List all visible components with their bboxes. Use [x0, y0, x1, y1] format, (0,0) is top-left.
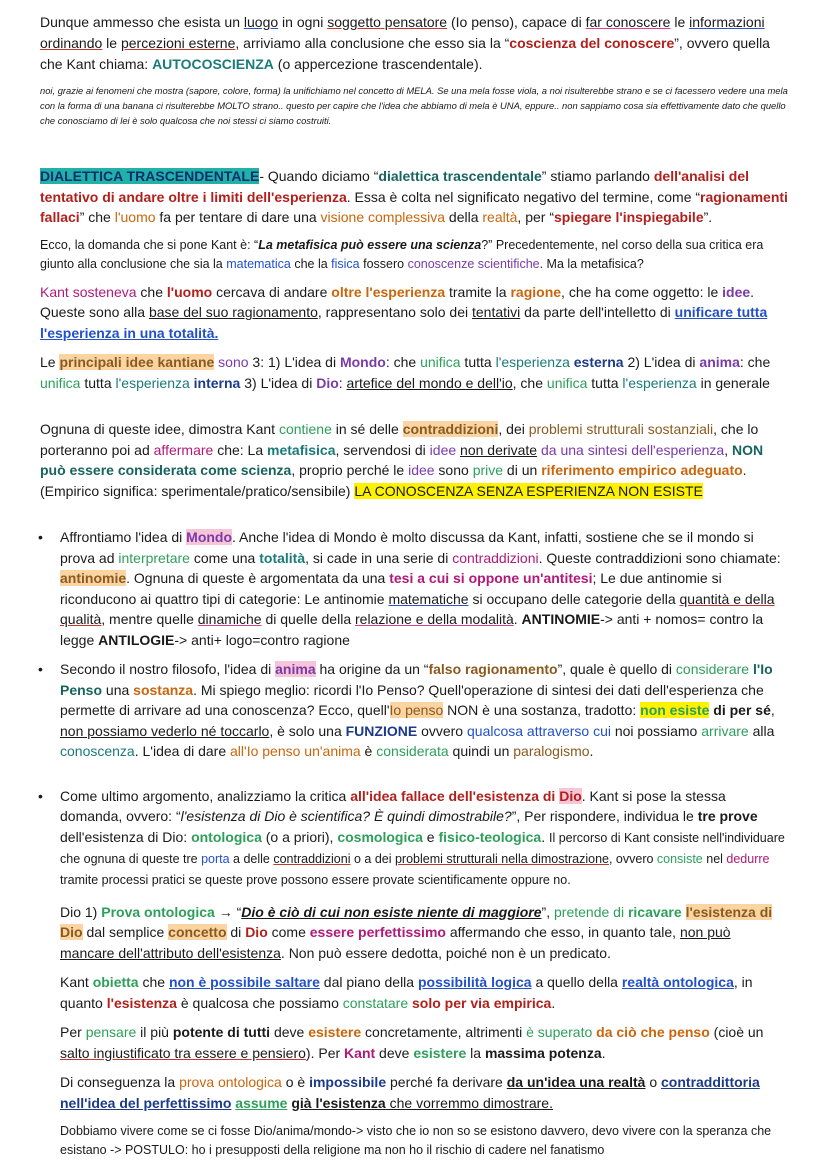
text: , dei	[498, 421, 529, 437]
text: o a dei	[350, 851, 395, 866]
text: in sé delle	[331, 421, 403, 437]
text: anima	[699, 354, 740, 370]
text: si occupano delle categorie della	[468, 590, 680, 607]
text: l'esistenza di Dio è scientifica? È quindi dimostrabile?	[180, 808, 512, 824]
text: nel	[702, 851, 727, 866]
text: fossero	[359, 256, 408, 271]
text: affermando che esso, in quanto tale,	[445, 924, 680, 940]
text: : che	[739, 354, 771, 370]
text: assume	[235, 1094, 288, 1111]
text: l'esistenza di Dio	[60, 903, 773, 940]
text: tentativi	[471, 304, 521, 320]
text: Io penso	[389, 702, 444, 718]
text: considerata	[376, 743, 449, 759]
text: antinomie	[60, 570, 127, 586]
text: , che lo porteranno poi ad	[40, 421, 759, 458]
text: interpretare	[118, 549, 190, 566]
text: ” che	[79, 209, 115, 225]
idee-paragraph	[40, 352, 788, 393]
text: salto ingiustificato tra essere e pensiero	[60, 1044, 306, 1061]
text: .	[601, 1044, 606, 1061]
text: all'idea fallace dell'esistenza di	[350, 787, 560, 804]
text: essere perfettissimo	[309, 924, 446, 940]
text: , che	[512, 374, 547, 391]
text: pretende di	[554, 903, 625, 920]
text: da parte dell'intelletto di	[520, 304, 675, 320]
text: , in quanto	[60, 974, 753, 1011]
text: che la	[290, 256, 332, 271]
text: la	[466, 1044, 485, 1061]
domanda-paragraph	[40, 236, 788, 274]
text: unificare tutta l'esperienza in una totalità.	[40, 304, 768, 341]
text: tutta	[460, 354, 496, 370]
text: prive	[472, 462, 504, 478]
text: cosmologica	[337, 828, 423, 845]
text: dal piano della	[319, 974, 418, 990]
text: Dio	[316, 374, 339, 391]
text: Ognuna di queste idee, dimostra Kant	[40, 421, 279, 437]
text: . Anche l'idea di Mondo è molto discussa da Kant, infatti, sostiene che se il mondo si prova ad	[60, 529, 754, 566]
text: contraddizioni	[402, 421, 499, 437]
text: cercava di andare	[212, 283, 332, 300]
text: coscienza del conoscere	[509, 35, 675, 51]
text: . Ma la metafisica?	[539, 256, 644, 271]
text: concretamente, altrimenti	[361, 1024, 527, 1040]
text: NON è una sostanza, tradotto:	[443, 702, 641, 718]
text: Dio	[559, 787, 582, 804]
text: ontologica	[191, 828, 262, 845]
text: o è	[281, 1074, 310, 1090]
text: Le	[40, 354, 60, 370]
text: 3: 1) L'idea di	[248, 354, 340, 370]
text: base del suo ragionamento	[148, 304, 318, 320]
text: contiene	[278, 421, 332, 437]
text: . Non può essere dedotta, poiché non è un predicato.	[280, 944, 611, 961]
text: . Kant si pose la stessa domanda, ovvero: “	[60, 787, 726, 824]
text: l'esperienza	[622, 374, 697, 391]
text: ,	[770, 702, 775, 718]
text: una	[102, 681, 134, 698]
text: -> anti+ logo=contro ragione	[174, 631, 350, 648]
text: esistere	[308, 1024, 362, 1040]
obietta-paragraph	[40, 972, 788, 1013]
text: relazione e della modalità	[355, 611, 514, 627]
dialettica-paragraph	[40, 166, 788, 228]
text: NON può essere considerata come scienza	[40, 441, 764, 478]
text: dialettica trascendentale	[378, 168, 542, 184]
text: Mondo	[186, 529, 233, 545]
text: problemi strutturali sostanziali	[528, 421, 714, 437]
text: solo per via empirica	[412, 994, 552, 1011]
text: spiegare l'inspiegabile	[554, 209, 704, 225]
text: Mondo	[339, 354, 386, 370]
text: da una sintesi dell'esperienza	[537, 441, 725, 458]
text: che: La	[213, 441, 268, 458]
dobbiamo-paragraph: Dobbiamo vivere come se ci fosse Dio/anima/mondo-> visto che io non so se esistono davvero, devo vivere con la speranza che esistano -> POSTULO: ho i presupposti della religione ma non ho il rischio di cadere nel fanatismo	[60, 1124, 772, 1157]
text: tutta	[80, 374, 116, 391]
text: è qualcosa che possiamo	[176, 994, 343, 1011]
text: , si cade in una serie di	[305, 549, 453, 566]
text: Affrontiamo l'idea di	[60, 529, 187, 545]
pensare-paragraph	[40, 1022, 788, 1063]
text: .	[541, 828, 549, 845]
list-item-anima	[40, 659, 788, 762]
text: informazioni	[689, 14, 765, 30]
text: far conoscere	[585, 14, 671, 30]
text: di quelle della	[261, 611, 355, 627]
text: oltre l'esperienza	[331, 283, 446, 300]
text: alla	[748, 722, 775, 739]
ognuna-paragraph	[40, 419, 788, 501]
text	[682, 904, 686, 920]
text: paralogismo	[513, 743, 590, 759]
kant-paragraph	[40, 282, 788, 344]
text: non derivate	[460, 441, 538, 458]
text: interna	[189, 374, 241, 391]
text: e	[422, 828, 439, 845]
text: ordinando	[40, 35, 103, 51]
text: realtà ontologica	[621, 974, 734, 990]
text: consiste	[656, 851, 703, 866]
text: soggetto pensatore	[327, 14, 448, 30]
text: pensare	[85, 1024, 137, 1040]
text: l'esperienza	[115, 374, 190, 391]
text: a delle	[229, 851, 274, 866]
text: che	[136, 283, 167, 300]
text: le	[102, 35, 121, 51]
text: o	[645, 1074, 662, 1090]
text: l'uomo	[114, 209, 156, 225]
conseguenza-paragraph	[40, 1072, 788, 1113]
text: . Mi spiego meglio: ricordi l'Io Penso? Quell'operazione di sintesi dei dati dell'esperienza che permette di arrivare ad una conoscenza? Ecco, quell'	[60, 681, 764, 718]
text: idee	[722, 283, 751, 300]
text: matematiche	[388, 590, 469, 607]
text: unifica	[420, 354, 461, 370]
text: all'Io penso un'anima	[230, 743, 361, 759]
text: tramite la	[445, 283, 511, 300]
text: AUTOCOSCIENZA	[152, 56, 274, 72]
text: unifica	[546, 374, 588, 391]
text: percezioni esterne	[120, 35, 236, 51]
text: ”.	[703, 209, 713, 225]
text: noi possiamo	[610, 722, 702, 739]
text: matematica	[226, 256, 291, 271]
text: l'uomo	[166, 283, 213, 300]
text: , ovvero	[608, 851, 657, 866]
text: da ciò che penso	[596, 1024, 710, 1040]
text: La metafisica può essere una scienza	[258, 237, 482, 252]
text: conoscenze scientifiche	[407, 256, 540, 271]
text: considerare	[675, 661, 750, 677]
text: principali idee kantiane	[59, 354, 215, 370]
text: , proprio perché le	[291, 462, 409, 478]
text: il più	[136, 1024, 173, 1040]
text: Dio è ciò di cui non esiste niente di maggiore	[241, 903, 542, 920]
text: che	[385, 1094, 417, 1111]
text: ha origine da un “	[315, 661, 429, 677]
text: tutta	[587, 374, 623, 391]
text: ” stiamo parlando	[541, 168, 654, 184]
text: dinamiche	[197, 611, 262, 627]
list-item-mondo	[40, 527, 788, 650]
ideas-list	[40, 527, 788, 890]
text: . Essa è colta nel significato negativo del termine, come “	[346, 188, 701, 205]
text: prova ontologica	[179, 1074, 282, 1090]
text: artefice del mondo e dell'io	[346, 374, 513, 391]
text: . L'idea di dare	[134, 743, 231, 759]
text: dal semplice	[82, 924, 169, 940]
text: che	[138, 974, 169, 990]
text: .	[551, 994, 556, 1011]
text: affermare	[153, 441, 214, 458]
text: non è possibile saltare	[168, 974, 320, 990]
text: (o appercezione trascendentale).	[273, 56, 483, 72]
text: : che	[385, 354, 421, 370]
text: concetto	[168, 924, 227, 940]
text: possibilità logica	[417, 974, 532, 990]
text: di per sé	[709, 702, 771, 718]
text: è	[360, 743, 377, 759]
text: contraddizioni	[273, 851, 351, 866]
text: totalità	[259, 549, 306, 566]
text: quindi un	[448, 743, 514, 759]
text: problemi strutturali nella dimostrazione	[394, 851, 609, 866]
text: dell'analisi del tentativo di andare oltre i limiti dell'esperienza	[40, 168, 750, 205]
text: ?” Precedentemente, nel corso della sua critica era giunto alla conclusione che sia la	[40, 237, 764, 271]
text: , per “	[517, 209, 554, 225]
text: Come ultimo argomento, analizziamo la critica	[60, 787, 351, 804]
text: ovvero	[417, 722, 467, 739]
text: Kant	[344, 1044, 376, 1061]
conclusion-highlight: LA CONOSCENZA SENZA ESPERIENZA NON ESISTE	[354, 482, 703, 499]
text: sono	[434, 462, 473, 478]
text: , rappresentano solo dei	[317, 304, 472, 320]
text: dell'esistenza di Dio:	[60, 828, 192, 845]
text: ”, ovvero quella che Kant chiama:	[40, 35, 770, 72]
text: esistere	[413, 1044, 467, 1061]
text: , arriviamo alla conclusione che esso sia la “	[235, 35, 510, 51]
text: l'esistenza	[106, 994, 177, 1011]
text: . Queste sono alla	[40, 283, 755, 320]
text: idee	[429, 441, 457, 458]
text: come una	[189, 549, 260, 566]
text: di	[226, 924, 246, 940]
intro-paragraph	[40, 12, 788, 75]
text: non esiste	[640, 702, 710, 718]
text: conoscenza	[60, 743, 135, 759]
text: ). Per	[305, 1044, 345, 1061]
text: realtà	[482, 209, 518, 225]
text: Il percorso di Kant consiste nell'individuare che ognuna di queste tre	[60, 830, 785, 866]
text: a quello della	[531, 974, 622, 990]
text: l'esperienza	[495, 354, 570, 370]
text: tre prove	[697, 808, 758, 824]
text: Kant	[60, 974, 93, 990]
text: arrivare	[701, 722, 749, 739]
text: riferimento empirico adeguato	[541, 462, 743, 478]
text: Kant sosteneva	[40, 283, 137, 300]
text: constatare	[342, 994, 409, 1011]
text: .	[589, 743, 594, 759]
text: . Queste contraddizioni sono chiamate:	[538, 549, 781, 566]
prova-paragraph	[40, 902, 788, 964]
text: della	[445, 209, 483, 225]
text: ANTILOGIE	[98, 631, 175, 648]
text: dedurre	[726, 851, 770, 866]
text: , servendosi di	[335, 441, 430, 458]
text: luogo	[243, 14, 279, 30]
text: in ogni	[278, 14, 328, 30]
text: (cioè un	[709, 1024, 764, 1040]
text: qualcosa attraverso cui	[467, 722, 611, 739]
text: ; Le due antinomie si riconducono ai quattro tipi di categorie: Le antinomie	[60, 570, 722, 607]
text: metafisica	[267, 441, 336, 458]
text: Per	[60, 1024, 86, 1040]
text: di un	[503, 462, 542, 478]
text: anima	[275, 661, 316, 677]
text: porta	[201, 851, 230, 866]
text: Dunque ammesso che esista un	[40, 14, 244, 30]
text: tesi a cui si oppone un'antitesi	[389, 570, 593, 586]
text: falso ragionamento	[428, 661, 558, 677]
text: ”, quale è quello di	[557, 661, 676, 677]
text: .	[513, 611, 522, 627]
text: Prova ontologica	[101, 903, 215, 920]
text: unifica	[40, 374, 81, 391]
text: sostanza	[133, 681, 194, 698]
text: ragionamenti fallaci	[40, 188, 788, 225]
text: potente di tutti	[172, 1024, 271, 1040]
text: - Quando diciamo “	[259, 168, 379, 184]
text: fisica	[331, 256, 360, 271]
text: deve	[375, 1044, 414, 1061]
text: vorremmo dimostrare.	[416, 1094, 553, 1111]
text: l'Io Penso	[60, 661, 773, 698]
text: 3) L'idea di	[240, 374, 317, 391]
text: ANTINOMIE	[521, 611, 601, 627]
text: . Ognuna di queste è argomentata da una	[126, 570, 390, 586]
text: FUNZIONE	[345, 722, 418, 739]
text: esterna	[569, 354, 624, 370]
text: Secondo il nostro filosofo, l'idea di	[60, 661, 276, 677]
text: , che ha come oggetto: le	[561, 283, 723, 300]
text: Di conseguenza la	[60, 1074, 180, 1090]
text: obietta	[92, 974, 139, 990]
text: 2) L'idea di	[623, 354, 700, 370]
text: ”,	[541, 903, 554, 920]
text: in generale	[696, 374, 770, 391]
text: deve	[270, 1024, 309, 1040]
text: non può mancare dell'attributo dell'esistenza	[60, 924, 731, 961]
text: (o a priori),	[261, 828, 338, 845]
text: , è solo una	[269, 722, 346, 739]
text: già l'esistenza	[291, 1094, 386, 1111]
text: contraddittoria nell'idea del perfettissimo	[60, 1074, 760, 1111]
text: visione complessiva	[320, 209, 446, 225]
text: ,	[724, 441, 733, 458]
text: Dio	[245, 924, 268, 940]
text: ”, Per rispondere, individua le	[511, 808, 698, 824]
text: tramite processi pratici se queste prove possono essere provate scientificamente oppure no.	[60, 872, 571, 887]
text: ragione	[510, 283, 562, 300]
text: :	[338, 374, 347, 391]
text: contraddizioni	[452, 549, 539, 566]
text: fisico-teologica	[438, 828, 542, 845]
text: Ecco, la domanda che si pone Kant è: “	[40, 237, 259, 252]
text: non possiamo vederlo né toccarlo	[60, 722, 270, 739]
text: . (Empirico significa: sperimentale/pratico/sensibile)	[40, 462, 747, 499]
text: idee	[408, 462, 435, 478]
list-item-dio	[40, 786, 788, 890]
text: quantità e della qualità	[60, 590, 775, 627]
text: sono	[214, 354, 249, 370]
dialettica-heading: DIALETTICA TRASCENDENTALE	[40, 168, 260, 184]
text: perché fa derivare	[386, 1074, 507, 1090]
text: ricavare	[627, 903, 682, 920]
text: -> anti + nomos= contro la legge	[60, 611, 764, 648]
text: le	[670, 14, 690, 30]
text: → “	[214, 903, 242, 920]
text: , mentre quelle	[101, 611, 198, 627]
text: da un'idea una realtà	[506, 1074, 646, 1090]
text: è superato	[526, 1024, 593, 1040]
text: Dio 1)	[60, 903, 102, 920]
text: massima potenza	[484, 1044, 602, 1061]
text: (Io penso), capace di	[447, 14, 586, 30]
text: impossibile	[309, 1074, 387, 1090]
apple-note: noi, grazie ai fenomeni che mostra (sapore, colore, forma) la unifichiamo nel concetto di MELA. Se una mela fosse viola, a noi risulterebbe strano e se ci facessero vedere una mela con la forma di una banana ci risulterebbe MOLTO strano.. questo per capire che l'idea che abbiamo di mela è UNA, eppure.. non sappiamo cosa sia effettivamente dato che quello che conosciamo di lei è solo qualcosa che noi stessi ci siamo costruiti.	[40, 85, 788, 126]
text: come	[267, 924, 310, 940]
text: fa per tentare di dare una	[155, 209, 321, 225]
